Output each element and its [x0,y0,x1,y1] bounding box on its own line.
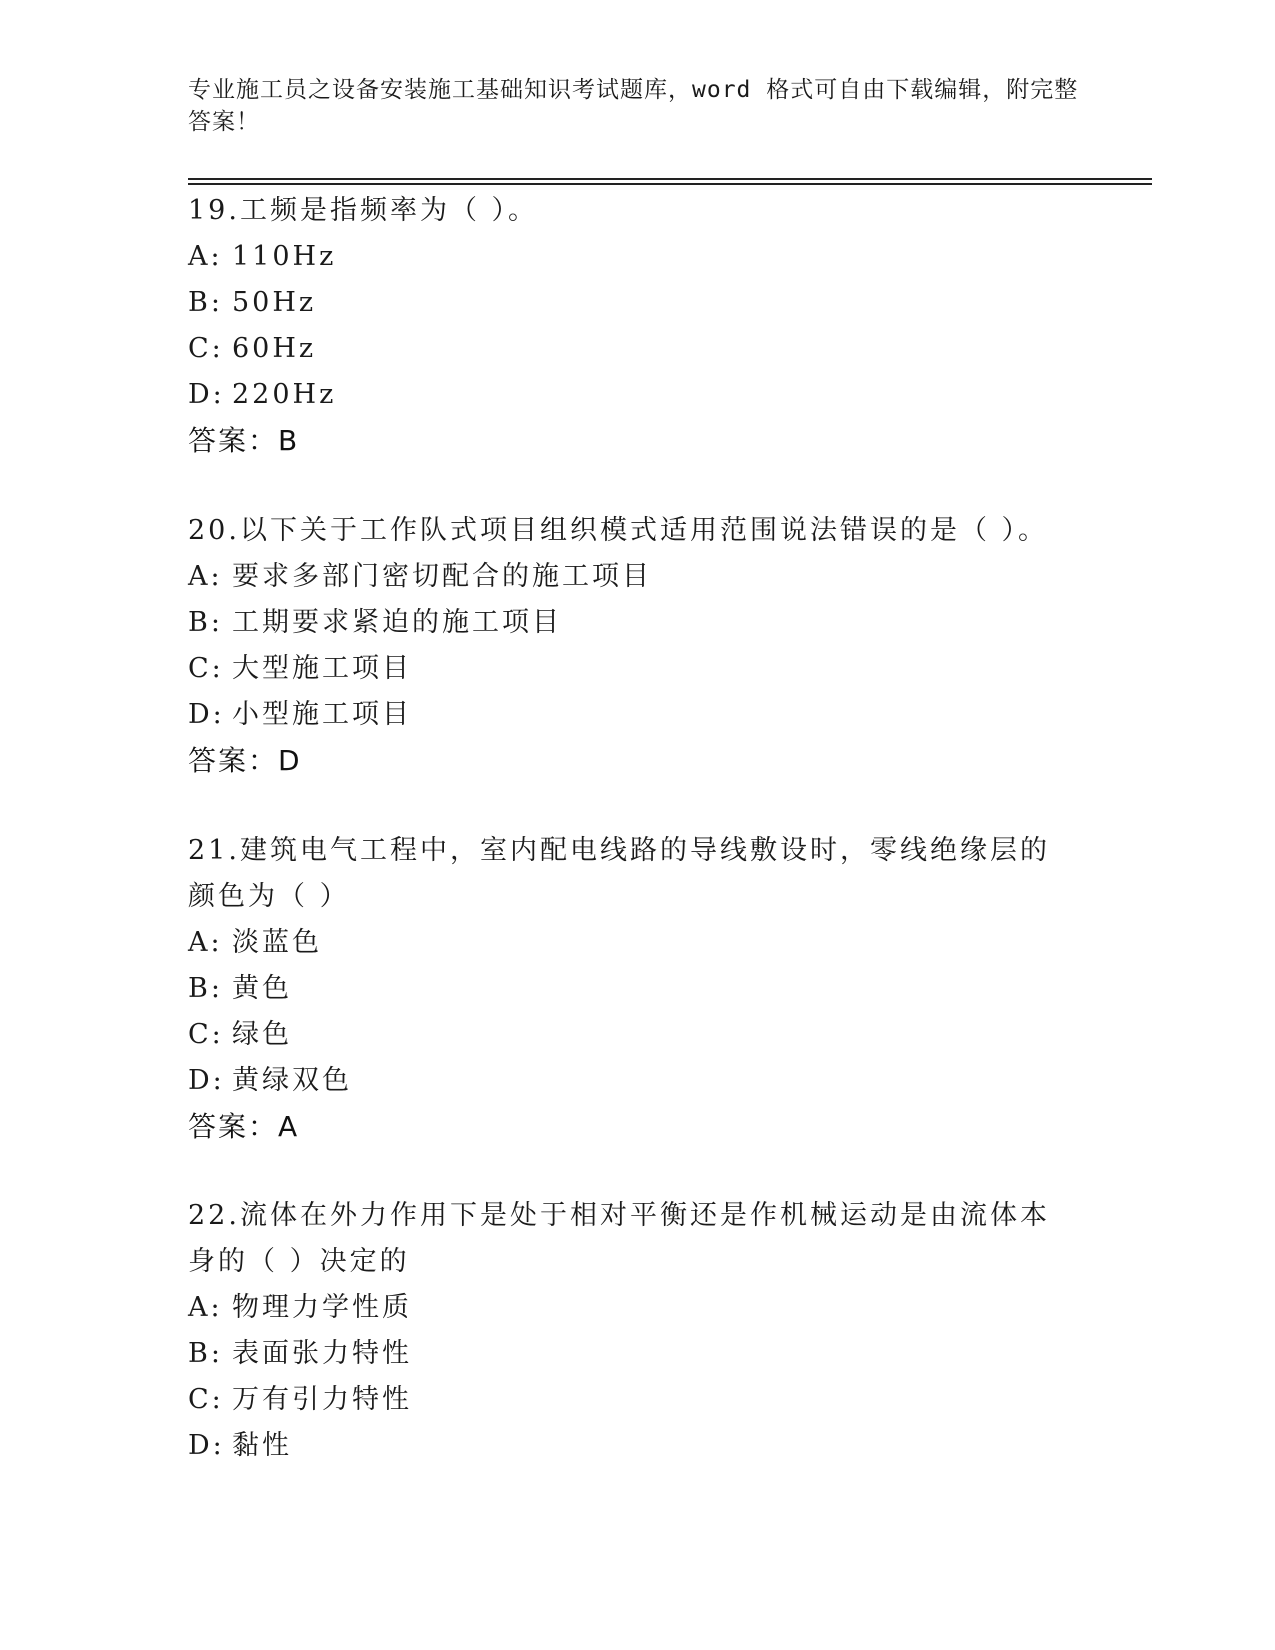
option-text: 小型施工项目 [232,699,412,730]
option-key: D: [188,379,225,410]
question-21 [188,828,1088,1150]
option-key: C: [188,1384,224,1415]
option-a [188,920,1088,966]
option-text: 大型施工项目 [232,653,412,684]
header-divider-bottom [188,183,1152,185]
option-key: A: [188,927,223,958]
question-22 [188,1193,1088,1469]
option-key: A: [188,241,223,272]
option-c [188,1377,1088,1423]
question-number: 20. [188,515,240,546]
answer: 答案：D [188,744,302,777]
option-d [188,372,1088,418]
question-20 [188,508,1088,784]
option-b [188,1331,1088,1377]
answer: 答案：A [188,1110,300,1143]
option-d [188,692,1088,738]
option-a [188,554,1088,600]
option-text: 220Hz [232,379,337,410]
question-stem [188,188,1088,234]
option-text: 黄色 [232,973,292,1004]
option-text: 绿色 [232,1019,292,1050]
question-stem [188,828,1068,920]
question-number: 22. [188,1200,240,1231]
question-text: 建筑电气工程中，室内配电线路的导线敷设时，零线绝缘层的颜色为（ ） [188,835,1050,912]
option-a [188,234,1088,280]
option-key: B: [188,973,223,1004]
option-text: 物理力学性质 [232,1292,412,1323]
header-divider-top [188,178,1152,180]
option-text: 工期要求紧迫的施工项目 [232,607,562,638]
option-b [188,966,1088,1012]
option-key: D: [188,699,225,730]
question-text: 流体在外力作用下是处于相对平衡还是作机械运动是由流体本身的（ ）决定的 [188,1200,1050,1277]
option-key: B: [188,1338,223,1369]
option-key: B: [188,287,223,318]
option-text: 表面张力特性 [232,1338,412,1369]
option-text: 110Hz [232,241,337,272]
question-stem [188,508,1088,554]
option-d [188,1423,1088,1469]
option-text: 黏性 [232,1430,292,1461]
question-stem [188,1193,1068,1285]
option-key: A: [188,1292,223,1323]
option-key: D: [188,1430,225,1461]
option-b [188,600,1088,646]
option-text: 淡蓝色 [232,927,322,958]
option-b [188,280,1088,326]
question-text: 工频是指频率为（ ）。 [239,195,539,226]
option-d [188,1058,1088,1104]
option-c [188,1012,1088,1058]
question-text: 以下关于工作队式项目组织模式适用范围说法错误的是（ ）。 [239,515,1049,546]
option-text: 60Hz [232,333,317,364]
option-text: 黄绿双色 [232,1065,352,1096]
option-key: B: [188,607,223,638]
option-a [188,1285,1088,1331]
option-key: C: [188,1019,224,1050]
question-number: 19. [188,195,240,226]
question-19 [188,188,1088,464]
option-text: 万有引力特性 [232,1384,412,1415]
option-text: 要求多部门密切配合的施工项目 [232,561,652,592]
answer: 答案：B [188,424,300,457]
option-key: A: [188,561,223,592]
option-c [188,326,1088,372]
option-key: C: [188,333,224,364]
option-text: 50Hz [232,287,317,318]
option-key: C: [188,653,224,684]
document-header: 专业施工员之设备安装施工基础知识考试题库，word 格式可自由下载编辑，附完整答案！ [188,77,1079,135]
option-key: D: [188,1065,225,1096]
option-c [188,646,1088,692]
question-number: 21. [188,835,240,866]
